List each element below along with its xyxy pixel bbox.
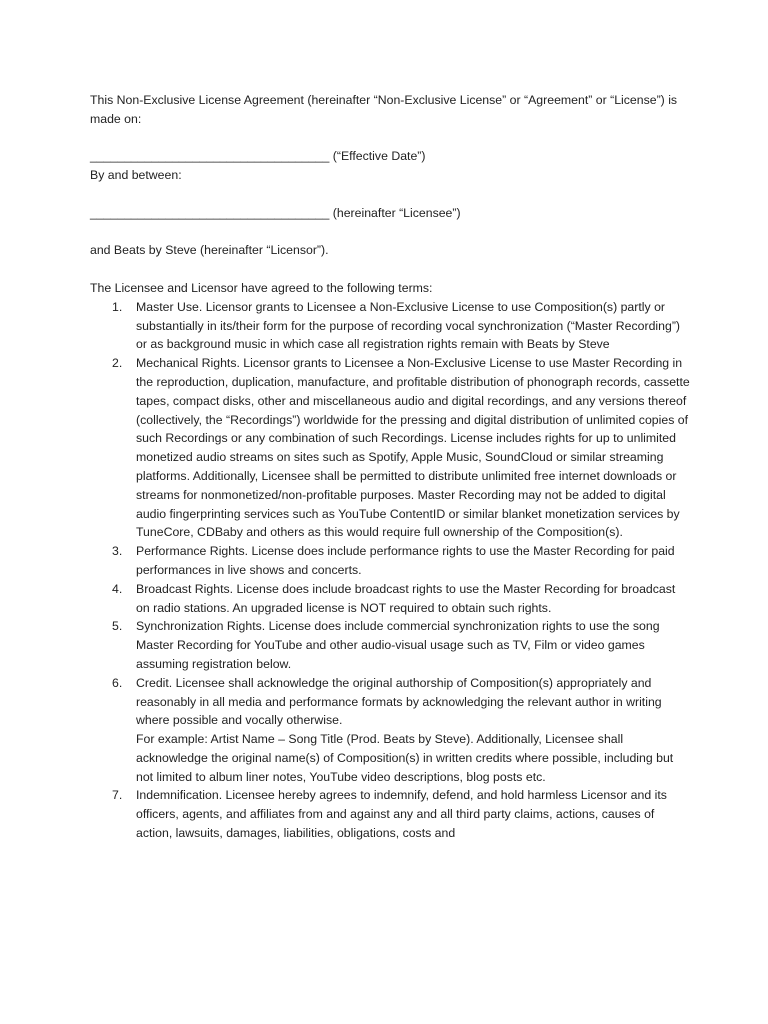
term-text: Broadcast Rights. License does include broadcast rights to use the Master Recording for broadcast on radio stations. An upgraded license is NOT required to obtain such rights. [136, 581, 676, 615]
terms-intro: The Licensee and Licensor have agreed to the following terms: [90, 280, 433, 295]
term-item [90, 786, 690, 842]
intro-paragraph: This Non-Exclusive License Agreement (hereinafter “Non-Exclusive License” or “Agreement” or “License”) is made on: [90, 93, 678, 126]
term-number: 1. [112, 299, 123, 314]
licensee-line: ___________________________________ (hereinafter “Licensee”) [90, 205, 461, 220]
licensor-line: and Beats by Steve (hereinafter “Licensor”). [90, 243, 329, 258]
term-number: 5. [112, 619, 123, 634]
term-item [90, 354, 690, 542]
term-text: Master Use. Licensor grants to Licensee a Non-Exclusive License to use Composition(s) partly or substantially in its/their form for the purpose of recording vocal synchronization (“Master Recording”) or as background music in which case all registration rights remain with Beats by Steve [136, 299, 681, 352]
term-example: For example: Artist Name – Song Title (Prod. Beats by Steve). Additionally, Licensee shall acknowledge the original name(s) of Composition(s) in written credits where possible, including but not limited to album liner notes, YouTube video descriptions, blog posts etc. [136, 732, 674, 784]
term-item [90, 674, 690, 787]
term-text: Credit. Licensee shall acknowledge the original authorship of Composition(s) appropriately and reasonably in all media and performance formats by acknowledging the relevant author in writing where possible and vocally otherwise. [136, 675, 662, 728]
term-item [90, 617, 690, 673]
term-text: Synchronization Rights. License does include commercial synchronization rights to use the song Master Recording for YouTube and other audio-visual usage such as TV, Film or video games assuming registration below. [136, 619, 660, 671]
terms-list [90, 298, 690, 843]
term-text: Performance Rights. License does include performance rights to use the Master Recording for paid performances in live shows and concerts. [136, 544, 675, 577]
term-number: 3. [112, 544, 123, 559]
effective-date-line: ___________________________________ (“Effective Date”) [90, 149, 426, 164]
term-number: 4. [112, 581, 123, 596]
term-text: Mechanical Rights. Licensor grants to Licensee a Non-Exclusive License to use Master Recording in the reproduction, duplication, manufacture, and profitable distribution of phonograph records, cassette tapes, compact disks, other and miscellaneous audio and digital recordings, and any versions thereof (collectively, the “Recordings”) worldwide for the pressing and digital distribution of unlimited copies of such Recordings or any combination of such Recordings. License includes rights for up to unlimited monetized audio streams on sites such as Spotify, Apple Music, SoundCloud or similar streaming platforms. Additionally, Licensee shall be permitted to distribute unlimited free internet downloads or streams for nonmonetized/non-profitable purposes. Master Recording may not be added to digital audio fingerprinting services such as YouTube ContentID or similar blanket monetization services by TuneCore, CDBaby and others as this would require full ownership of the Composition(s). [136, 356, 690, 540]
term-text: Indemnification. Licensee hereby agrees to indemnify, defend, and hold harmless Licensor and its officers, agents, and affiliates from and against any and all third party claims, actions, causes of action, lawsuits, damages, liabilities, obligations, costs and [136, 788, 667, 841]
term-item [90, 542, 690, 580]
term-item [90, 580, 690, 618]
by-and-between: By and between: [90, 168, 182, 183]
term-item [90, 298, 690, 354]
term-number: 7. [112, 788, 123, 803]
license-document [90, 91, 690, 843]
term-number: 6. [112, 675, 123, 690]
term-number: 2. [112, 356, 123, 371]
